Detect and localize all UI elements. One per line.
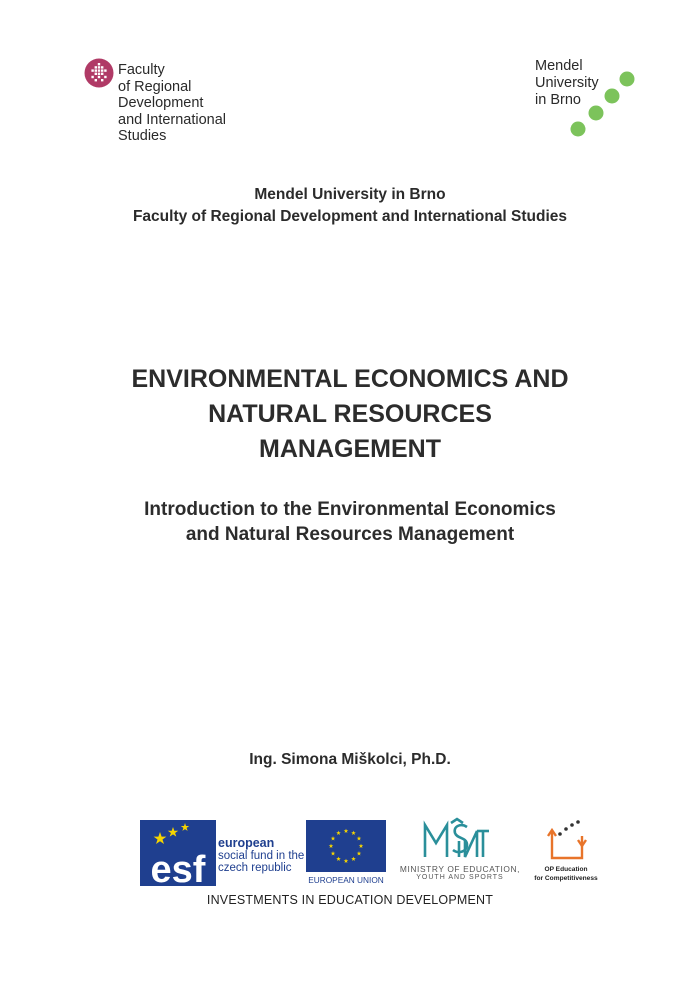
faculty-logo-text bbox=[118, 62, 226, 145]
mendel-university-logo bbox=[530, 58, 640, 142]
title-line: NATURAL RESOURCES bbox=[208, 400, 492, 428]
faculty-logo-line: of Regional bbox=[118, 78, 192, 95]
faculty-logo-line: Studies bbox=[118, 128, 167, 144]
esf-text bbox=[218, 837, 304, 875]
esf-line: social fund in the bbox=[218, 849, 305, 862]
eu-logo bbox=[306, 820, 386, 886]
eu-caption: EUROPEAN UNION bbox=[308, 875, 384, 885]
eu-flag-icon bbox=[306, 820, 386, 872]
op-line: for Competitiveness bbox=[534, 875, 598, 882]
mendel-logo-text bbox=[535, 58, 599, 109]
faculty-logo bbox=[84, 58, 254, 148]
op-education-logo bbox=[530, 818, 602, 886]
faculty-logo-line: Faculty bbox=[118, 62, 165, 78]
faculty-logo-line: and International bbox=[118, 111, 227, 128]
mendel-logo-line: Mendel bbox=[535, 58, 583, 74]
university-heading: Mendel University in Brno bbox=[254, 186, 446, 203]
esf-line: czech republic bbox=[218, 862, 292, 874]
author-name: Ing. Simona Miškolci, Ph.D. bbox=[249, 751, 451, 768]
esf-mark-icon bbox=[140, 820, 216, 886]
mendel-logo-line: University bbox=[535, 75, 599, 91]
document-subtitle bbox=[60, 497, 640, 547]
esf-mark-text: esf bbox=[150, 849, 206, 886]
investments-caption: INVESTMENTS IN EDUCATION DEVELOPMENT bbox=[206, 893, 494, 907]
document-title bbox=[60, 362, 640, 467]
faculty-logo-line: Development bbox=[118, 95, 204, 111]
msmt-line: MINISTRY OF EDUCATION, bbox=[399, 864, 521, 874]
subtitle-line: and Natural Resources Management bbox=[185, 524, 515, 545]
msmt-line: YOUTH AND SPORTS bbox=[416, 874, 504, 881]
subtitle-line: Introduction to the Environmental Economics bbox=[144, 499, 556, 520]
esf-line: european bbox=[218, 836, 275, 850]
op-line: OP Education bbox=[544, 866, 588, 873]
title-line: ENVIRONMENTAL ECONOMICS AND bbox=[131, 365, 569, 393]
op-arrows-icon bbox=[542, 818, 590, 862]
faculty-emblem-icon bbox=[84, 58, 114, 88]
mendel-logo-line: in Brno bbox=[535, 92, 581, 108]
faculty-heading: Faculty of Regional Development and International Studies bbox=[132, 208, 568, 225]
msmt-monogram-icon bbox=[421, 817, 491, 861]
title-line: MANAGEMENT bbox=[259, 435, 441, 463]
ministry-logo bbox=[389, 817, 531, 885]
esf-logo bbox=[140, 820, 305, 886]
